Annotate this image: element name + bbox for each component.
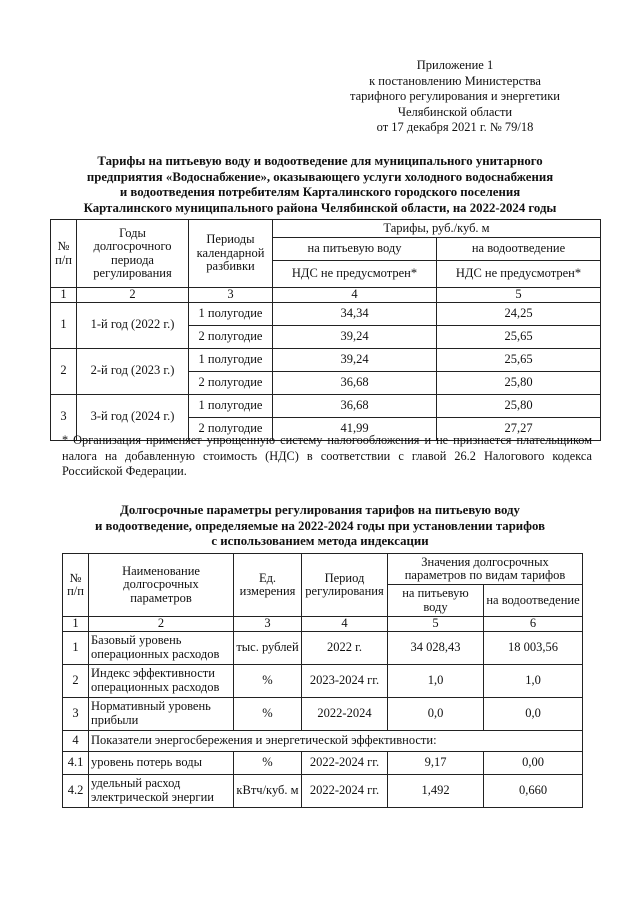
row-num: 4.1 [63, 751, 89, 774]
column-index: 1 [63, 617, 89, 632]
header-tariffs: Тарифы, руб./куб. м [273, 220, 601, 238]
row-water: 1,0 [388, 664, 484, 697]
tariff-table [50, 219, 601, 441]
title-line: с использованием метода индексации [211, 534, 429, 548]
header-vat-drain: НДС не предусмотрен* [437, 261, 601, 288]
appendix-line: от 17 декабря 2021 г. № 79/18 [376, 120, 534, 134]
title-line: и водоотведение, определяемые на 2022-2024 годы при установлении тарифов [94, 518, 546, 533]
table-row [51, 394, 601, 417]
header-drain: на водоотведение [437, 238, 601, 261]
appendix-line: Приложение 1 [416, 58, 494, 72]
row-water: 9,17 [388, 751, 484, 774]
row-year: 3-й год (2024 г.) [77, 394, 189, 440]
row-num: 3 [63, 697, 89, 730]
row-num: 2 [51, 348, 77, 394]
row-period: 2 полугодие [189, 325, 273, 348]
row-drain: 0,00 [484, 751, 583, 774]
table-row [63, 751, 583, 774]
row-period: 2022 г. [302, 631, 388, 664]
column-index: 5 [437, 288, 601, 303]
row-period: 2 полугодие [189, 371, 273, 394]
header-periods: Периоды календарной разбивки [189, 220, 273, 288]
row-water: 41,99 [273, 417, 437, 440]
table-row [63, 730, 583, 751]
row-num: 1 [51, 302, 77, 348]
table-row [51, 302, 601, 325]
row-unit: % [234, 664, 302, 697]
title-line: Карталинского муниципального района Челябинской области, на 2022-2024 годы [83, 200, 557, 215]
row-drain: 25,80 [437, 394, 601, 417]
header-water: на питьевую воду [273, 238, 437, 261]
column-index: 1 [51, 288, 77, 303]
header-water: на питьевую воду [388, 585, 484, 617]
row-period: 2022-2024 [302, 697, 388, 730]
column-index: 3 [234, 617, 302, 632]
title-line: Долгосрочные параметры регулирования тарифов на питьевую воду [120, 503, 520, 517]
appendix-line: Челябинской области [397, 104, 513, 119]
row-drain: 25,65 [437, 325, 601, 348]
row-drain: 0,0 [484, 697, 583, 730]
column-index: 2 [89, 617, 234, 632]
row-num: 3 [51, 394, 77, 440]
row-water: 1,492 [388, 774, 484, 807]
table-row [63, 664, 583, 697]
section-heading: Показатели энергосбережения и энергетической эффективности: [89, 730, 583, 751]
row-water: 34 028,43 [388, 631, 484, 664]
title-line: и водоотведения потребителям Карталинского городского поселения [119, 185, 521, 199]
header-years: Годы долгосрочного периода регулирования [77, 220, 189, 288]
row-period: 2022-2024 гг. [302, 774, 388, 807]
row-num: 4 [63, 730, 89, 751]
row-drain: 25,80 [437, 371, 601, 394]
title-line: предприятия «Водоснабжение», оказывающего услуги холодного водоснабжения [86, 169, 554, 184]
title-line: Тарифы на питьевую воду и водоотведение для муниципального унитарного [97, 154, 543, 168]
row-water: 0,0 [388, 697, 484, 730]
header-num: № п/п [51, 220, 77, 288]
row-num: 4.2 [63, 774, 89, 807]
row-water: 36,68 [273, 371, 437, 394]
vat-footnote: * Организация применяет упрощенную систему налогообложения и не признается плательщиком налога на добавленную стоимость (НДС) в соответствии с главой 26.2 Налогового кодекса Российской Федерации. [62, 433, 592, 478]
appendix-line: тарифного регулирования и энергетики [349, 89, 561, 103]
column-index: 5 [388, 617, 484, 632]
row-year: 1-й год (2022 г.) [77, 302, 189, 348]
row-unit: кВтч/куб. м [234, 774, 302, 807]
header-vat-water: НДС не предусмотрен* [273, 261, 437, 288]
row-water: 34,34 [273, 302, 437, 325]
row-name: уровень потерь воды [89, 751, 234, 774]
row-water: 39,24 [273, 325, 437, 348]
row-drain: 25,65 [437, 348, 601, 371]
parameters-table-title [40, 503, 600, 550]
header-num: № п/п [63, 554, 89, 617]
column-index: 2 [77, 288, 189, 303]
row-name: удельный расход электрической энергии [89, 774, 234, 807]
header-unit: Ед. измерения [234, 554, 302, 617]
column-index: 3 [189, 288, 273, 303]
row-period: 2022-2024 гг. [302, 751, 388, 774]
appendix-block [330, 58, 580, 136]
row-drain: 27,27 [437, 417, 601, 440]
row-period: 1 полугодие [189, 394, 273, 417]
row-num: 2 [63, 664, 89, 697]
row-drain: 1,0 [484, 664, 583, 697]
header-values: Значения долгосрочных параметров по видам тарифов [388, 554, 583, 585]
row-name: Базовый уровень операционных расходов [89, 631, 234, 664]
tariff-table-title [40, 154, 600, 216]
row-drain: 0,660 [484, 774, 583, 807]
row-water: 39,24 [273, 348, 437, 371]
appendix-line: к постановлению Министерства [369, 73, 541, 88]
row-period: 1 полугодие [189, 348, 273, 371]
parameters-table [62, 553, 583, 808]
table-row [63, 631, 583, 664]
column-index: 4 [302, 617, 388, 632]
row-unit: % [234, 751, 302, 774]
table-row [63, 697, 583, 730]
row-num: 1 [63, 631, 89, 664]
column-index: 4 [273, 288, 437, 303]
row-period: 2 полугодие [189, 417, 273, 440]
header-drain: на водоотведение [484, 585, 583, 617]
header-period: Период регулирования [302, 554, 388, 617]
row-period: 1 полугодие [189, 302, 273, 325]
row-year: 2-й год (2023 г.) [77, 348, 189, 394]
row-unit: % [234, 697, 302, 730]
row-period: 2023-2024 гг. [302, 664, 388, 697]
row-unit: тыс. рублей [234, 631, 302, 664]
row-name: Нормативный уровень прибыли [89, 697, 234, 730]
row-drain: 18 003,56 [484, 631, 583, 664]
row-drain: 24,25 [437, 302, 601, 325]
table-row [51, 348, 601, 371]
column-index: 6 [484, 617, 583, 632]
row-water: 36,68 [273, 394, 437, 417]
table-row [63, 774, 583, 807]
header-name: Наименование долгосрочных параметров [89, 554, 234, 617]
row-name: Индекс эффективности операционных расходов [89, 664, 234, 697]
